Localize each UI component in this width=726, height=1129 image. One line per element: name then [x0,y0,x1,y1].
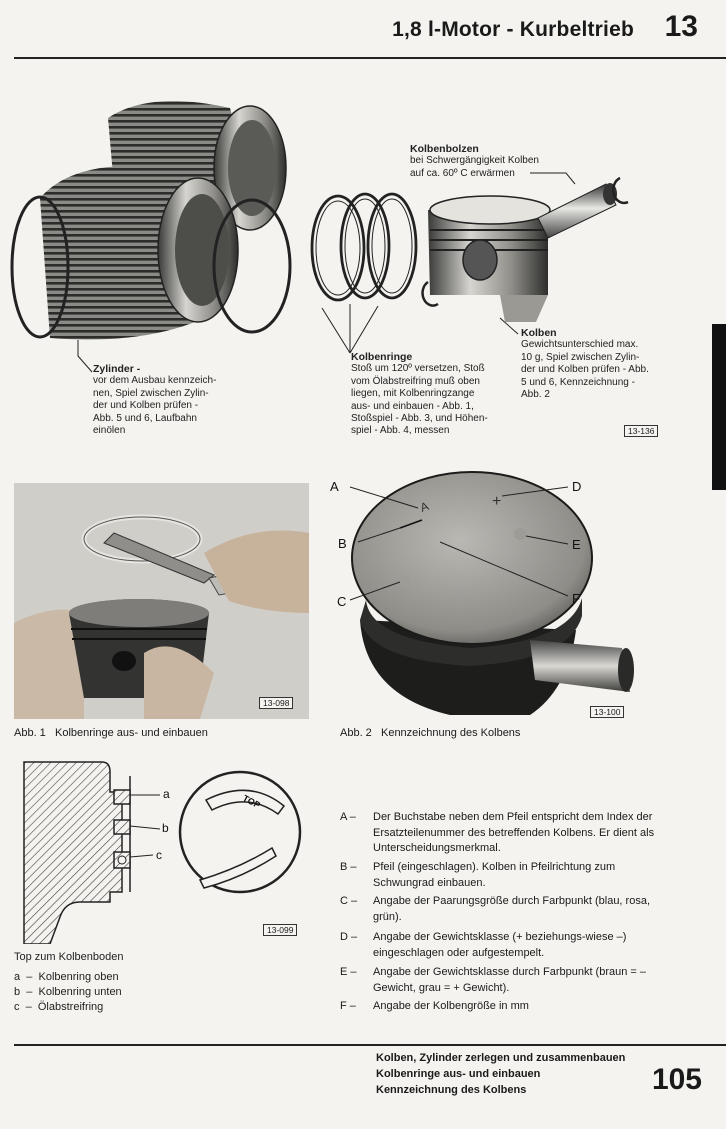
fig2-letter-c: C [337,594,347,609]
fig3-item-c: c – Ölabstreifring [14,1001,104,1013]
stamp-letter-a: A [418,498,431,515]
fig2-letter-f: F [572,591,580,606]
figure-3-ring-cross-section [10,752,320,944]
cylinder-front [40,166,238,340]
legend-item-e: E – Angabe der Gewichtsklasse durch Farbpunkt (braun = –Gewicht, grau = + Gewicht). [340,966,647,994]
fig3-item-a: a – Kolbenring oben [14,971,119,983]
piston-rings [312,194,416,300]
label-zylinder: Zylinder - vor dem Ausbau kennzeich- nen, Spiel zwischen Zylin- der und Kolben prüfen - Abb. 5 und 6, Laufbahn einölen [93,363,217,437]
figure-2-ref: 13-100 [590,706,624,718]
figure-1-ref: 13-098 [259,697,293,709]
footer-topics: Kolben, Zylinder zerlegen und zusammenbauen Kolbenringe aus- und einbauen Kennzeichnung des Kolbens [376,1052,626,1096]
fig2-letter-b: B [338,536,347,551]
ring-b-section [114,820,130,834]
figure-1-photo [14,483,309,719]
fig2-letter-a: A [330,479,339,494]
legend-item-f: F – Angabe der Kolbengröße in mm [340,1000,529,1012]
piston-illustration [428,196,550,322]
fig3-letter-c: c [156,848,162,862]
legend-item-a: A – Der Buchstabe neben dem Pfeil entspricht dem Index der Ersatzteilenummer des betreffenden Kolbens. Er dient als Unterscheidungsmerkmal. [340,811,655,854]
figure-2-piston-markings [330,470,675,720]
figure-2-caption: Abb. 2 Kennzeichnung des Kolbens [340,727,521,739]
legend-item-d: D – Angabe der Gewichtsklasse (+ beziehungs-wiese –) eingeschlagen oder aufgestempelt. [340,931,627,959]
ring-a-section [114,790,130,804]
ring-c-section [114,852,130,868]
figure-3-ref: 13-099 [263,924,297,936]
figure-ref-top: 13-136 [624,425,658,437]
figure-1-caption: Abb. 1 Kolbenringe aus- und einbauen [14,727,208,739]
chapter-number: 13 [664,10,698,43]
fig2-letter-e: E [572,537,581,552]
legend-item-b: B – Pfeil (eingeschlagen). Kolben in Pfeilrichtung zum Schwungrad einbauen. [340,861,616,889]
weight-class-mark: + [492,493,502,510]
ring-top-marking: TOP [241,792,262,811]
top-label: Top zum Kolbenboden [14,951,124,963]
fig2-letter-d: D [572,479,582,494]
fig3-letter-a: a [163,787,170,801]
page-number: 105 [651,1063,702,1096]
page-title: 1,8 l-Motor - Kurbeltrieb [392,18,634,41]
fig3-item-b: b – Kolbenring unten [14,986,122,998]
label-kolbenringe: Kolbenringe Stoß um 120º versetzen, Stoß vom Ölabstreifring muß oben liegen, mit Kolbenringzange aus- und einbauen - Abb. 1, Stoßspiel - Abb. 3, und Höhen- spiel - Abb. 4, messen [351,351,488,437]
fig3-letter-b: b [162,821,169,835]
header-rule [14,57,726,59]
label-kolbenbolzen: Kolbenbolzen bei Schwergängigkeit Kolben auf ca. 60º C erwärmen [410,143,539,179]
ring-pliers-illustration [14,483,309,719]
footer-rule [14,1044,726,1046]
label-kolben: Kolben Gewichtsunterschied max. 10 g, Spiel zwischen Zylin- der und Kolben prüfen - Abb. 5 und 6, Kennzeichnung - Abb. 2 [521,327,649,401]
legend-item-c: C – Angabe der Paarungsgröße durch Farbpunkt (blau, rosa, grün). [340,895,650,923]
